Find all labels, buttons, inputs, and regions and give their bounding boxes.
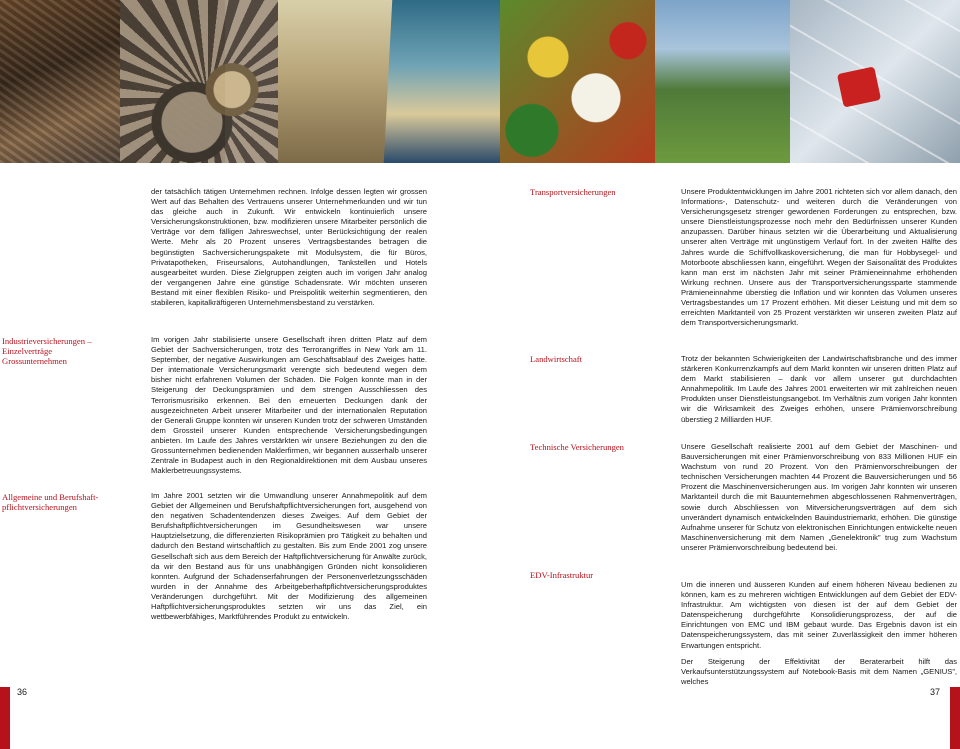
paragraph-right-5: Der Steigerung der Effektivität der Beraterarbeit hilft das Verkaufsunterstützungssystem auf Notebook-Basis mit dem Namen „GENIUS”, welches [681, 657, 957, 687]
paragraph-right-1: Unsere Produktentwicklungen im Jahre 2001 richteten sich vor allem danach, den Informations-, Datenschutz- und weiteren durch die Veränderungen von Versicherungsgesetz strenger gewordenen Forderungen zu entsprechen, bzw. unsere Dienstleistungsprozesse noch mehr den Bedürfnissen unserer Kunden anzupassen. Darüber hinaus setzten wir die Überarbeitung und Aktualisierung unserer alten Verträge mit ungünstigem Verlauf fort. In der zweiten Hälfte des Jahres wurde die Schiffvollkaskoversicherung, die man für Hobbysegel- und Motorboote abschliessen kann, eingeführt. Wegen der Saisonalität des Produktes kann man erst im nächsten Jahr mit seiner Prämieneinnahme erhöhenden Wirkung rechnen. Unsere aus der Transportversicherungssparte stammende Prämieneinnahme überstieg die Inflation und wir konnten das Volumen unseres Vertragsbestandes um 17 Prozent erhöhen. Mit dieser Leistung und mit dem so erreichten Marktanteil von 25 Prozent verstärkten wir unseren zweiten Platz auf dem Transportversicherungsmarkt. [681, 187, 957, 328]
paragraph-left-3: Im Jahre 2001 setzten wir die Umwandlung unserer Annahmepolitik auf dem Gebiet der Allgemeinen und Berufshaftpflichtversicherungen fort, ausgehend von den negativen Schadentendenzen dieses Zweiges. Auf dem Gebiet der Berufshaftpflichtversicherungen im Gesundheitswesen war unsere Hauptzielsetzung, die differenzierten Risikoprämien pro Tätigkeit zu behalten und dadurch den Bestand wirtschaftlich zu gestalten. Bis zum Ende 2001 zog unsere Gesellschaft sich aus dem Bereich der Haftpflichtversicherung für Anwälte zurück, da wir den Bestand aus für uns unabhängigen Gründen nicht konsolidieren konnten. Aufgrund der Schadenserfahrungen der Personenverletzungsschäden wurden in der Annahme des Arbeitgeberhaftpflichtversicherungsproduktes Veränderungen durchgeführt. Mit der Modifizierung des allgemeinen Haftpflichtversicherungsproduktes setzten wir uns das Ziel, ein wettbewerbfähiges, Marktführendes Produkt zu entwickeln. [151, 491, 427, 622]
heading-agriculture: Landwirtschaft [530, 354, 583, 364]
paragraph-right-3: Unsere Gesellschaft realisierte 2001 auf dem Gebiet der Maschinen- und Bauversicherungen mit einer Prämienvorschreibung von 833 Millionen HUF ein Wachstum von rund 20 Prozent. Von den Prämienvorschreibungen der technischen Versicherungen machten 44 Prozent die Bauversicherungen und 56 Prozent die Maschinenversicherungen aus. Im vorigen Jahr konnten wir unseren Marktanteil durch die mit Bauunternehmen abgeschlossenen Rahmenverträgen, sowie durch Abschliessen von Mitversicherungsverträgen auf dem sich unverändert dynamisch entwickelnden Bauindustriemarkt, erhöhen. Die günstige Aufnahme unserer für Schutz von elektronischen Einrichtungen entwickelte neuen Maschinenversicherung mit dem Namen „Genelektronik” trug zum Wachstum unserer Prämienvorschreibung bedeutend bei. [681, 442, 957, 552]
heading-transport-insurance: Transportversicherungen [530, 187, 616, 197]
paragraph-right-2: Trotz der bekannten Schwierigkeiten der Landwirtschaftsbranche und des immer stärkeren Konkurrenzkampfs auf dem Markt konnten wir unseren dritten Platz auf dem Markt stabilisieren – dank vor allem unserer gut durchdachten Annahmepolitik. Im Laufe des Jahres 2001 erweiterten wir mit zahlreichen neuen Produkten unser Dienstleistungsangebot. Im Verhältnis zum vorigen Jahr konnten wir die Wirksamkeit des Zweiges erhöhen, unsere Prämienvorschreibung überstieg 2 Milliarden HUF. [681, 354, 957, 424]
heading-industrial-insurance: Industrieversicherungen – Einzelverträge Grossunternehmen [2, 336, 92, 366]
page-accent-bar-left [0, 687, 10, 749]
paragraph-right-4: Um die inneren und äusseren Kunden auf einem höheren Niveau bedienen zu können, kam es zu mehreren wichtigen Entwicklungen auf dem Gebiet der EDV-Infrastruktur. Am wichtigsten von diesen ist der auf dem Gebiet der Datenspeicherung durchgeführte Konsolidierungsprozess, der auf die Einrichtungen von EMC und IBM gebaut wurde. Das Ergebnis davon ist ein Datenspeicherungssystem, das mit seiner Zuverlässigkeit den immer höheren Erwartungen entspricht. [681, 580, 957, 650]
vintage-poster-photo [278, 0, 393, 163]
gears-photo [120, 0, 280, 163]
heading-technical-insurance: Technische Versicherungen [530, 442, 624, 452]
heading-it-infrastructure: EDV-Infrastruktur [530, 570, 594, 580]
page-number-right: 37 [930, 687, 941, 697]
paragraph-left-1: der tatsächlich tätigen Unternehmen rechnen. Infolge dessen legten wir grossen Wert auf das Behalten des Vertrauens unserer Unternehmerkunden und wir tun das gleiche auch in Zukunft. Wir entwickeln kontinuierlich unsere Versicherungskonstruktionen, bzw. modifizieren unsere Mitarbeiter persönlich die Verträge vor dem fälligen Jahreswechsel, unter Berücksichtigung der realen Werte. Mehr als 20 Prozent unseres Vertragsbestandes betragen die begünstigten Sachversicherungspakete mit Modulsystem, die für Büros, Privatapotheken, Friseursalons, Autohandlungen, Tankstellen und Hotels ausgearbeitet wurden. Diese Zielgruppen zeigten auch im vorigen Jahr analog der vergangenen Jahre eine günstige Schadensrate. Wir möchten unseren Bestand mit einer flexiblen Risiko- und Preispolitik weiterhin segmentieren, den stabileren, kapitalkräftigeren Unternehmensbestand zu verstärken. [151, 187, 427, 308]
page-number-left: 36 [17, 687, 28, 697]
header-photo-collage [0, 0, 960, 163]
page-accent-bar-right [950, 687, 960, 749]
ship-poster-photo [384, 0, 513, 163]
paragraph-left-2: Im vorigen Jahr stabilisierte unsere Gesellschaft ihren dritten Platz auf dem Gebiet der Sachversicherungen, trotz des Terrorangriffes in New York am 11. September, der negative Auswirkungen am Geschäftsablauf des Zweiges hatte. Der internationale Versicherungsmarkt verengte sich bedeutend wegen dem bisher nicht erfahrenen Volumen der Schäden. Die Folgen konnte man in der Steigerung der Deckungsprämien und dem strengen Ausschliessen des Terrorismusrisiko erkennen. Bei den erneuerten Deckungen dank der ausgezeichneten Arbeit unserer Mitarbeiter und der internationalen Reputation der Generali Gruppe konnten wir unseren Kunden trotz der schweren Umständen dem Grossteil unserer Kunden entsprechende Versicherungsbedingungen anbieten. Im Laufe des Jahres verstärkten wir unsere Beziehungen zu den die Grossunternehmen bedienenden Maklerfirmen, wir begannen ausserhalb unserer Zentrale in Budapest auch in den Regionaldirektionen mit dem Ausbau unseres Maklerbetreuungssystems. [151, 335, 427, 476]
vegetables-photo [500, 0, 660, 163]
heading-liability-insurance: Allgemeine und Berufshaft-pflichtversicherungen [2, 492, 99, 512]
